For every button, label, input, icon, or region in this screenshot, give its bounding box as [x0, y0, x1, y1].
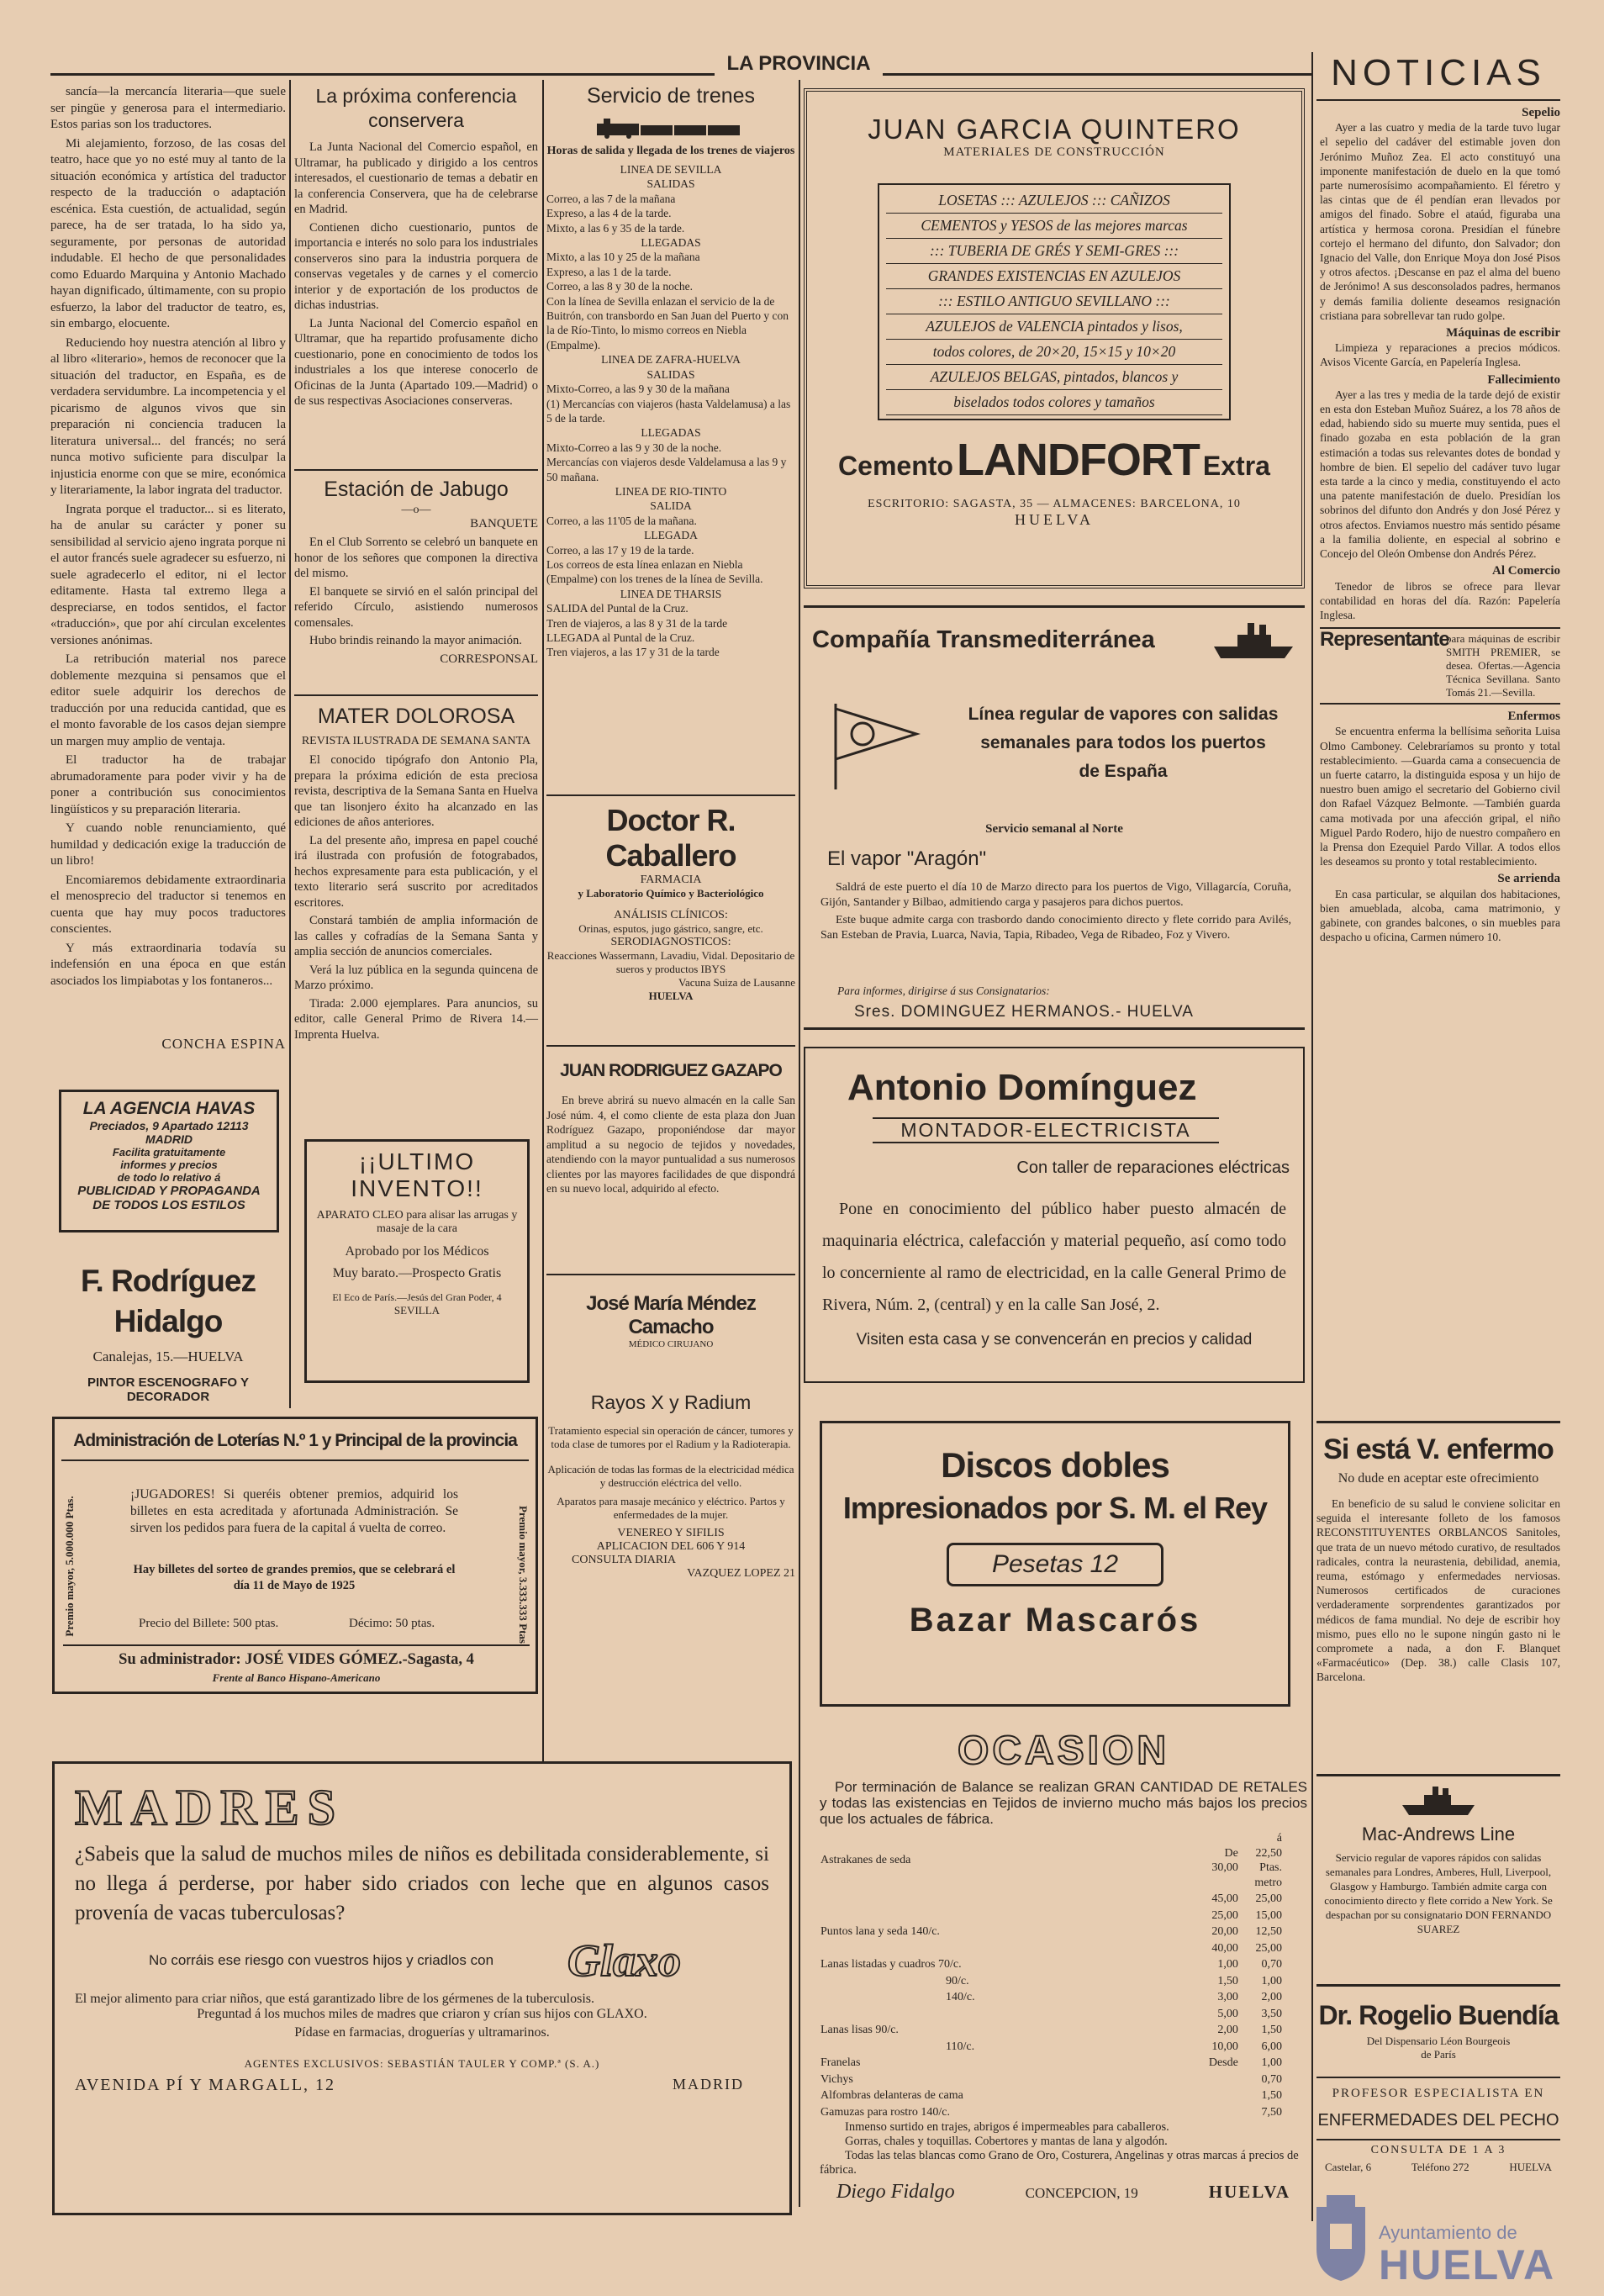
- train-line: Tren viajeros, a las 17 y 31 de la tarde: [546, 646, 720, 659]
- table-cell: 1,00: [1261, 1974, 1282, 1987]
- noticias-column: [1320, 103, 1560, 1414]
- article-gazapo: [546, 1061, 795, 1271]
- ad-mendez-camacho: [546, 1274, 795, 1736]
- havas-city: MADRID: [145, 1132, 193, 1146]
- table-cell: 10,00: [1211, 2040, 1238, 2053]
- table-cell: [820, 1891, 1206, 1908]
- article-paragraph: En el Club Sorrento se celebró un banquete en honor de los señores que componen la directiva del mismo.: [294, 536, 538, 580]
- table-cell: 2,00: [1217, 2024, 1238, 2036]
- table-row: [820, 1973, 1290, 1990]
- column-rule-2: [542, 80, 544, 1761]
- dominguez-name: Antonio Domínguez: [847, 1067, 1197, 1108]
- table-cell: Vichys: [820, 2072, 853, 2086]
- train-line: Tren de viajeros, a las 8 y 31 de la tarde: [546, 616, 728, 630]
- table-cell: 0,70: [1261, 1958, 1282, 1971]
- ad-agencia-havas: [59, 1090, 279, 1232]
- enfermo-sub: No dude en aceptar este ofrecimiento: [1338, 1471, 1539, 1486]
- mendez-text: Aparatos para masaje mecánico y eléctrico. Partos y enfermedades de la mujer.: [557, 1495, 785, 1521]
- ocasion-price-table: [820, 1830, 1290, 2120]
- quintero-item: todos colores, de 20×20, 15×15 y 10×20: [886, 340, 1222, 365]
- repr-text: para máquinas de escribir SMITH PREMIER, se desea. Ofertas.—Agencia Técnica Sevillana. Santo Tomás 21.—Sevilla.: [1446, 632, 1560, 699]
- buendia-addr: Castelar, 6: [1325, 2161, 1372, 2173]
- news-text: Se encuentra enferma la bellísima señorita Luisa Olmo Camboney. Celebraríamos su pronto y total restablecimiento. —Guarda cama a consecuencia de un fuerte catarro, la distinguida esposa y un hijo de nuestro buen amigo el secretario del Gobierno civil don Rafael Vázquez Belmonte. —También guarda cama motivada por una afección gripal, el niño Miguel Pardo Rodero, hijo de nuestro compañero en la Prensa don Ezequiel Pardo Villar. A todos ellos les deseamos su pronto y total restablecimiento.: [1320, 725, 1560, 868]
- ad-mac-andrews: [1316, 1774, 1560, 1976]
- table-cell: 20,00: [1211, 1925, 1238, 1938]
- loterias-admin: Su administrador: JOSÉ VIDES GÓMEZ.-Sagasta, 4: [63, 1644, 530, 1669]
- table-cell: 5,00: [1217, 2007, 1238, 2020]
- mac-text: Servicio regular de vapores rápidos con salidas semanales para Londres, Amberes, Hull, Liverpool, Glasgow y Hamburgo. También admite carga con conocimiento directo y flete corrido a New York. Se despachan por su consignatario DON FERNANDO SUAREZ: [1324, 1851, 1553, 1935]
- havas-text: de todo lo relativo á: [117, 1171, 221, 1184]
- train-line: Correo, a las 7 de la mañana: [546, 192, 676, 205]
- dominguez-text: Pone en conocimiento del público haber puesto almacén de maquinaria eléctrica, calefacción y material pequeño, así como todo lo concerniente al ramo de electricidad, en la calle General Primo de Rivera, Núm. 2, (central) y en la calle San José, 2.: [822, 1200, 1286, 1314]
- article-paragraph: Mi alejamiento, forzoso, de las cosas del teatro, hace que yo no esté muy al tanto de la situación económica y artística del traductor respecto de la traducción o adaptación escénica. Esta cuestión, de actualidad, según parece, ha de ser tratada, lo ha sido ya, seguramente, por personas de autoridad indudable. El hecho de que personalidades como Eduardo Marquina y Antonio Machado hayan dignificado, últimamente, con su propio esfuerzo, la labor del traductor de teatro, es, sin embargo, elocuente.: [50, 136, 286, 330]
- quintero-item: ::: TUBERIA DE GRÉS Y SEMI-GRES :::: [886, 239, 1222, 264]
- mendez-text: VENEREO Y SIFILIS: [617, 1527, 725, 1539]
- train-line: Correo, a las 17 y 19 de la tarde.: [546, 543, 694, 557]
- table-cell: 6,00: [1261, 2040, 1282, 2053]
- madres-t2: Preguntad á los muchos miles de madres que criaron y crían sus hijos con GLAXO.: [197, 2007, 647, 2021]
- article-jabugo: Estación de Jabugo —o— BANQUETE En el Club Sorrento se celebró un banquete en honor de los señores que componen la directiva del mismo. El banquete se sirvió en el salón principal del referido Círculo, asistiendo numerosos comensales. Hubo brindis reinando la mayor animación. CORRESPONSAL: [294, 475, 538, 690]
- table-row: [820, 2072, 1290, 2088]
- table-cell: 15,00: [1255, 1908, 1282, 1922]
- ad-ocasion: [820, 1728, 1307, 2215]
- quintero-item: AZULEJOS de VALENCIA pintados y lisos,: [886, 314, 1222, 340]
- loterias-side-left: Premio mayor, 5.000.000 Ptas.: [63, 1496, 76, 1637]
- table-cell: [820, 1908, 1206, 1924]
- havas-text: PUBLICIDAD Y PROPAGANDA: [77, 1184, 261, 1198]
- madres-city: MADRID: [672, 2076, 744, 2093]
- buendia-sub: Del Dispensario Léon Bourgeois: [1366, 2035, 1511, 2047]
- table-row: [820, 2104, 1290, 2121]
- table-cell: [1206, 2072, 1247, 2088]
- ocasion-city: HUELVA: [1208, 2182, 1290, 2202]
- caballero-t: Orinas, esputos, jugo gástrico, sangre, etc.: [578, 922, 763, 935]
- train-line: Expreso, a las 4 de la tarde.: [546, 207, 672, 220]
- trans-service: Servicio semanal al Norte: [985, 822, 1123, 836]
- news-text: Limpieza y reparaciones a precios módicos. Avisos Vicente García, en Papelería Inglesa.: [1320, 341, 1560, 369]
- caballero-city: HUELVA: [648, 990, 694, 1002]
- article-paragraph: La Junta Nacional del Comercio español, en Ultramar, ha publicado y dirigido a los centros interesados, el cuestionario de temas a debatir en la conferencia Conservera, que ha de celebrarse en Madrid.: [294, 140, 538, 216]
- train-line: LLEGADA al Puntal de la Cruz.: [546, 631, 695, 644]
- mendez-text: APLICACION DEL 606 Y 914: [596, 1540, 746, 1553]
- caballero-name: Doctor R. Caballero: [605, 803, 736, 873]
- train-line: Mercancías con viajeros desde Valdelamusa a las 9 y 50 mañana.: [546, 456, 787, 483]
- quintero-item: AZULEJOS BELGAS, pintados, blancos y: [886, 365, 1222, 390]
- trans-info: Para informes, dirigirse á sus Consignatarios:: [837, 984, 1050, 997]
- table-cell: 45,00: [1211, 1892, 1238, 1905]
- table-cell: 0,70: [1261, 2072, 1282, 2086]
- train-icon: [595, 117, 747, 139]
- article-paragraph: Constará también de amplia información de las calles y cofradías de la Semana Santa y amplia sección de anuncios comerciales.: [294, 914, 538, 958]
- train-line: LINEA DE RIO-TINTO: [615, 484, 727, 498]
- article-paragraph: Y más extraordinaria todavía su indefensión en una época en que están asociados los limpiabotas y los fontaneros...: [50, 941, 286, 988]
- flag-icon: [829, 700, 921, 793]
- discos-line1: Discos dobles: [941, 1445, 1169, 1485]
- buendia-p: ENFERMEDADES DEL PECHO: [1317, 2111, 1559, 2130]
- ad-glaxo: [52, 1761, 792, 2215]
- table-cell: Alfombras delanteras de cama: [820, 2089, 963, 2102]
- hidalgo-name: F. Rodríguez Hidalgo: [81, 1264, 256, 1338]
- table-row: [820, 1956, 1290, 1973]
- header-title: LA PROVINCIA: [715, 52, 883, 81]
- train-line: SALIDA del Puntal de la Cruz.: [546, 602, 689, 615]
- table-cell: Franelas: [820, 2056, 861, 2069]
- article-paragraph: Contienen dicho cuestionario, puntos de importancia e interés no solo para los industriales conserveros sino para la industria porquera de conservas vegetales y de carnes y el comercio interior y de exportación de los productos de dichas industrias.: [294, 220, 538, 312]
- ad-si-esta-enfermo: [1316, 1421, 1560, 1774]
- trans-line: semanales para todos los puertos: [980, 733, 1266, 752]
- table-row: [820, 1891, 1290, 1908]
- madres-agents: AGENTES EXCLUSIVOS: SEBASTIÁN TAULER Y COMP.ª (S. A.): [244, 2057, 600, 2070]
- divider: [294, 469, 538, 471]
- trans-text: Saldrá de este puerto el día 10 de Marzo directo para los puertos de Vigo, Villagarcía, Coruña, Gijón, Santander y Bilbao, admitiendo carga y pasajeros para dichos puertos.: [820, 881, 1291, 909]
- watermark: [1311, 2173, 1597, 2291]
- trans-line: Línea regular de vapores con salidas: [968, 705, 1279, 724]
- buendia-p: CONSULTA DE 1 A 3: [1316, 2139, 1560, 2157]
- article-signature: CONCHA ESPINA: [161, 1036, 286, 1052]
- table-cell: 2,00: [1261, 1991, 1282, 2003]
- train-line: SALIDA: [650, 499, 692, 513]
- column-rule-1: [289, 80, 291, 1408]
- table-cell: De 30,00: [1211, 1846, 1238, 1874]
- ocasion-intro: Por terminación de Balance se realizan GRAN CANTIDAD DE RETALES y todas las existencias en Tejidos de invierno mucho más bajos los precios que los actuales de fábrica.: [820, 1779, 1307, 1827]
- glaxo-logo: Glaxo: [567, 1935, 681, 1986]
- discos-shop: Bazar Mascarós: [909, 1602, 1201, 1639]
- trans-vapor: El vapor "Aragón": [827, 847, 987, 870]
- ad-loterias: [52, 1417, 538, 1694]
- invento-title: ¡¡ULTIMO: [358, 1148, 476, 1174]
- table-cell: 25,00: [1255, 1892, 1282, 1905]
- mendez-text: Tratamiento especial sin operación de cáncer, tumores y toda clase de tumores por el Radium y la Radioterapia.: [548, 1424, 794, 1450]
- table-row: [820, 1940, 1290, 1957]
- news-heading: Al Comercio: [1492, 564, 1560, 578]
- train-line: Expreso, a las 1 de la tarde.: [546, 265, 672, 278]
- watermark-line2: HUELVA: [1379, 2241, 1556, 2288]
- ad-ultimo-invento: [304, 1139, 530, 1383]
- dominguez-sub: MONTADOR-ELECTRICISTA: [873, 1117, 1219, 1143]
- quintero-item: biselados todos colores y tamaños: [886, 390, 1222, 415]
- article-paragraph: Encomiaremos debidamente extraordinaria el menosprecio del traductor si tenemos en cuenta que hay muy pocos traductores conscientes.: [50, 873, 286, 936]
- table-cell: [1206, 2088, 1247, 2104]
- news-heading: Fallecimiento: [1487, 372, 1560, 387]
- caballero-t: Vacuna Suiza de Lausanne: [678, 976, 795, 989]
- ocasion-foot: Gorras, chales y toquillas. Cobertores y mantas de lana y algodón.: [845, 2135, 1168, 2148]
- train-line: Los correos de esta línea enlazan en Niebla (Empalme) con los trenes de la línea de Sevilla.: [546, 557, 763, 586]
- table-cell: Lanas listadas y cuadros 70/c.: [820, 1958, 962, 1971]
- dominguez-taller: Con taller de reparaciones eléctricas: [1016, 1159, 1290, 1177]
- train-line: Mixto, a las 10 y 25 de la mañana: [546, 251, 700, 264]
- gazapo-text: En breve abrirá su nuevo almacén en la calle San José núm. 4, el como cliente de esta plaza don Juan Rodríguez Gazapo, proponiéndose dar mayor amplitud a su negocio de tejidos y novedades, atendiendo con la mayor puntualidad a sus numerosos clientes por las mayores facilidades de que dispondrá en su nuevo local, adquirido al efecto.: [546, 1094, 795, 1195]
- buendia-sub: de París: [1421, 2048, 1456, 2061]
- havas-address: Preciados, 9 Apartado 12113: [89, 1119, 249, 1132]
- quintero-item: CEMENTOS y YESOS de las mejores marcas: [886, 214, 1222, 239]
- table-cell: 3,00: [1217, 1991, 1238, 2003]
- trans-title: Compañía Transmediterránea: [812, 626, 1155, 653]
- quintero-item: ::: ESTILO ANTIGUO SEVILLANO :::: [886, 289, 1222, 314]
- trans-line: de España: [1079, 762, 1168, 781]
- buendia-tel: Teléfono 272: [1411, 2161, 1469, 2173]
- train-line: LLEGADAS: [641, 236, 701, 250]
- madres-address: AVENIDA PÍ Y MARGALL, 12: [75, 2076, 336, 2094]
- mendez-sub: MÉDICO CIRUJANO: [628, 1339, 714, 1349]
- conferencia-title: La próxima conferencia conservera: [315, 85, 517, 131]
- quintero-item: GRANDES EXISTENCIAS EN AZULEJOS: [886, 264, 1222, 289]
- jabugo-signature: CORRESPONSAL: [440, 652, 538, 666]
- noticias-title: NOTICIAS: [1316, 52, 1560, 101]
- invento-title: INVENTO!!: [351, 1175, 483, 1201]
- discos-price: Pesetas 12: [947, 1543, 1163, 1586]
- train-line: LLEGADAS: [641, 426, 701, 440]
- table-cell: 1,00: [1217, 1958, 1238, 1971]
- news-text: Ayer a las tres y media de la tarde dejó de existir en esta don Esteban Muñoz Suárez, a los 78 años de edad, habiendo sido su muerte muy sentida, pues el finado gozaba en esta población de la gran estimación a todas sus relevantes dotes de bondad y hombre de bien. El sepelio del cadáver tuvo lugar esta tarde a la cinco y media, constituyendo el acto una patente manifestación de duelo. Presidían los sobrinos del difunto don Andrés y don José Pérez y otros afectos. Enviamos nuestro más sentido pésame a la familia doliente, en especial al sobrino e Concejo del Oleón Ombense don Andrés Pérez.: [1320, 388, 1560, 561]
- loterias-decimo: Décimo: 50 ptas.: [349, 1617, 435, 1630]
- quintero-sub: MATERIALES DE CONSTRUCCIÓN: [943, 145, 1165, 159]
- invento-line: El Eco de París.—Jesús del Gran Poder, 4: [332, 1291, 502, 1303]
- mendez-text: VAZQUEZ LOPEZ 21: [687, 1567, 795, 1580]
- mendez-text: Aplicación de todas las formas de la electricidad médica y destrucción eléctrica del vello.: [547, 1463, 794, 1489]
- caballero-h: ANÁLISIS CLÍNICOS:: [614, 909, 728, 921]
- madres-text: ¿Sabeis que la salud de muchos miles de niños es debilitada considerablemente, si no llega á perderse, por haber sido criados con leche que en algunos casos provenía de vacas tuberculosas?: [75, 1843, 769, 1924]
- cement-extra: Extra: [1202, 451, 1270, 481]
- ad-discos: [820, 1421, 1290, 1707]
- trenes-schedule: [546, 162, 795, 660]
- table-cell: 1,50: [1261, 2089, 1282, 2102]
- article-paragraph: La Junta Nacional del Comercio español en Ultramar, que ha repartido profusamente dicho cuestionario, pone en conocimiento de todos los industriales a los que interese conocerlo de Oficinas de la Junta (Apartado 109.—Madrid) o de sus respectivas Asociaciones conserveras.: [294, 316, 538, 408]
- mendez-text: CONSULTA DIARIA: [572, 1554, 676, 1566]
- table-cell: Desde: [1208, 2056, 1238, 2069]
- loterias-body: ¡JUGADORES! Si queréis obtener premios, adquirid los billetes en esta acreditada y afortunada Administración. Se sirven los pedidos para fuera de la capital á vuelta de correo.: [130, 1487, 458, 1535]
- caballero-sub: y Laboratorio Químico y Bacteriológico: [578, 887, 764, 900]
- ocasion-foot: Todas las telas blancas como Grano de Oro, Costurera, Angelinas y otras marcas á precios de fábrica.: [820, 2149, 1299, 2177]
- table-row: [820, 2022, 1290, 2039]
- news-text: En casa particular, se alquilan dos habitaciones, bien amueblada, alcoba, cama matrimonio, y gabinete, con grandes balcones, o sin muebles para despacho u oficina, Carmen número 10.: [1320, 887, 1560, 944]
- watermark-line1: Ayuntamiento de: [1379, 2222, 1517, 2243]
- news-heading: Sepelio: [1522, 106, 1560, 119]
- article-paragraph: El traductor ha de trabajar abrumadoramente para poder vivir y ha de poner a contribución sus conocimientos lingüísticos y su preparación literaria.: [50, 753, 286, 816]
- table-cell: Astrakanes de seda: [820, 1854, 911, 1867]
- table-cell: 90/c.: [946, 1974, 969, 1987]
- quintero-item: LOSETAS ::: AZULEJOS ::: CAÑIZOS: [886, 188, 1222, 214]
- gazapo-title: JUAN RODRIGUEZ GAZAPO: [560, 1061, 782, 1080]
- invento-line: SEVILLA: [393, 1304, 441, 1317]
- loterias-precio: Precio del Billete: 500 ptas.: [139, 1617, 279, 1630]
- madres-line: No corráis ese riesgo con vuestros hijos y criadlos con: [148, 1952, 494, 1968]
- invento-line: Aprobado por los Médicos: [345, 1244, 489, 1259]
- train-line: (1) Mercancías con viajeros (hasta Valdelamusa) a las 5 de la tarde.: [546, 397, 791, 425]
- article-paragraph: Ingrata porque el traductor... si es literato, ha de anular su carácter y poner su sensibilidad al servicio ajeno ingrata porque ni el autor francés suele agradecer su esfuerzo, ni suele agradecerlo el editor, ni el lector editamente. Hasta tal extremo llega a despreciarse, en todos sentidos, el factor «traducción», que por ahí circulan excelentes versiones anónimas.: [50, 502, 286, 647]
- ocasion-sig: Diego Fidalgo: [836, 2181, 955, 2203]
- ad-transmediterranea: [804, 605, 1305, 1030]
- table-cell: 1,50: [1261, 2024, 1282, 2036]
- article-paragraph: Y cuando noble renunciamiento, qué humildad y dedicación exige la traducción de un libro!: [50, 821, 286, 868]
- hidalgo-trade: PINTOR ESCENOGRAFO Y DECORADOR: [87, 1375, 249, 1404]
- table-cell: Lanas lisas 90/c.: [820, 2024, 899, 2036]
- article-paragraph: Verá la luz pública en la segunda quincena de Marzo próximo.: [294, 963, 538, 992]
- jabugo-title: Estación de Jabugo: [324, 478, 509, 501]
- news-heading: Máquinas de escribir: [1446, 326, 1560, 340]
- enfermo-title: Si está V. enfermo: [1323, 1433, 1554, 1465]
- article-traductores: [50, 84, 286, 1017]
- ad-doctor-caballero: [546, 794, 795, 1047]
- quintero-office: ESCRITORIO: SAGASTA, 35 — ALMACENES: BARCELONA, 10: [868, 498, 1241, 510]
- hidalgo-address: Canalejas, 15.—HUELVA: [92, 1349, 244, 1364]
- madres-t1: El mejor alimento para criar niños, que está garantizado libre de los gérmenes de la tuberculosis.: [75, 1992, 594, 2006]
- article-paragraph: El conocido tipógrafo don Antonio Pla, prepara la próxima edición de esta preciosa revista, descriptiva de la Semana Santa en Huelva que tan lisonjero éxito ha alcanzado en las ediciones de años anteriores.: [294, 753, 538, 829]
- table-cell: [1206, 2104, 1247, 2121]
- enfermo-text: En beneficio de su salud le conviene solicitar en seguida el interesante folleto de los famosos RECONSTITUYENTES ORBLANCOS Sanitoles, que trata de un nuevo método curativo, de resultados radicales, contra la neurastenia, debilidad, anemia, reuma, estómago y enfermedades nerviosas. Numerosos certificados de curaciones verdaderamente sorprendentes garantizados por médicos de fama mundial. No deje de escribir hoy mismo, pues ello no le supone ningún gasto ni le compromete a nada, a don F. Blanquet «Farmacéutico» (Dep. 38.) calle Clasis 107, Barcelona.: [1316, 1497, 1560, 1684]
- train-line: SALIDAS: [646, 367, 695, 381]
- train-line: Correo, a las 8 y 30 de la noche.: [546, 280, 693, 293]
- article-conferencia: [294, 84, 538, 504]
- ocasion-addr: CONCEPCION, 19: [1025, 2185, 1138, 2201]
- news-text: Tenedor de libros se ofrece para llevar contabilidad en horas del día. Razón: Papelería Inglesa.: [1320, 579, 1560, 621]
- article-mater-dolorosa: [294, 702, 538, 1139]
- article-paragraph: Hubo brindis reinando la mayor animación.: [309, 634, 522, 647]
- train-line: Correo, a las 11'05 de la mañana.: [546, 514, 697, 527]
- madres-title: MADRES: [75, 1780, 345, 1835]
- article-paragraph: El banquete se sirvió en el salón principal del referido Círculo, asistiendo numerosos comensales.: [294, 584, 538, 630]
- watermark-crest-icon: [1311, 2190, 1370, 2283]
- ad-antonio-dominguez: [804, 1047, 1305, 1383]
- buendia-name: Dr. Rogelio Buendía: [1318, 2000, 1559, 2030]
- caballero-t: Reacciones Wassermann, Lavadiu, Vidal. Depositario de sueros y productos IBYS: [546, 949, 795, 975]
- table-cell: Puntos lana y seda 140/c.: [820, 1925, 940, 1938]
- table-cell: á 22,50 Ptas. metro: [1254, 1832, 1282, 1889]
- havas-text: informes y precios: [120, 1159, 218, 1171]
- article-paragraph: La del presente año, impresa en papel couché irá ilustrada con profusión de fotograbados, hechos expresamente para esta publicación, y el texto literario será suscrito por acreditados escritores.: [294, 833, 538, 910]
- train-line: SALIDAS: [646, 177, 695, 191]
- ad-hidalgo: [50, 1261, 286, 1404]
- trans-text: Este buque admite carga con trasbordo dando conocimiento directo y flete corrido para Avilés, San Esteban de Pravia, Luarca, Navia, Tapia, Ribadeo, Vega de Ribadeo, Foz y Vivero.: [820, 914, 1291, 942]
- buendia-city: HUELVA: [1509, 2161, 1552, 2173]
- table-cell: 110/c.: [946, 2040, 975, 2053]
- table-cell: 12,50: [1255, 1925, 1282, 1938]
- article-paragraph: sancía—la mercancía literaria—que suele ser pingüe y generosa para el intermediario. Estos parias son los traductores.: [50, 85, 286, 131]
- buendia-p: PROFESOR ESPECIALISTA EN: [1316, 2077, 1560, 2101]
- caballero-sub: FARMACIA: [640, 874, 702, 886]
- ship-icon: [1212, 620, 1296, 662]
- dolorosa-subtitle: REVISTA ILUSTRADA DE SEMANA SANTA: [301, 735, 531, 747]
- table-cell: 7,50: [1261, 2105, 1282, 2119]
- quintero-city: HUELVA: [1014, 511, 1094, 528]
- ocasion-foot: Inmenso surtido en trajes, abrigos é impermeables para caballeros.: [845, 2120, 1169, 2134]
- table-cell: 1,50: [1217, 1974, 1238, 1987]
- trans-consign: Sres. DOMINGUEZ HERMANOS.- HUELVA: [854, 1003, 1194, 1021]
- train-line: LINEA DE THARSIS: [620, 587, 722, 600]
- article-paragraph: Reduciendo hoy nuestra atención al libro y al libro «literario», hemos de reconocer que la situación del traductor, en España, es de verdadera servidumbre. La incompetencia y el picarismo de algunos vivos que sin preparación ni conciencia traducen la literatura universal... del francés; no será nunca motivo suficiente para disculpar la injusticia enorme con que se mire, económica y literariamente, la labor ingrata del traductor.: [50, 335, 286, 497]
- train-line: Mixto-Correo, a las 9 y 30 de la mañana: [546, 383, 730, 396]
- table-cell: [820, 1940, 1206, 1957]
- article-paragraph: La retribución material nos parece doblemente mezquina si pensamos que el editor suele adquirir los derechos de traducción por una reducida cantidad, que es el monto favorable de los casos dejan siempre un margen muy amplio de ventaja.: [50, 652, 286, 748]
- table-row: [820, 2055, 1290, 2072]
- cement-brand: LANDFORT: [956, 435, 1200, 485]
- table-row: [820, 2006, 1290, 2023]
- loterias-frente: Frente al Banco Hispano-Americano: [212, 1671, 381, 1684]
- trenes-subtitle: Horas de salida y llegada de los trenes de viajeros: [546, 145, 795, 157]
- trenes-title: Servicio de trenes: [586, 84, 756, 108]
- divider: [294, 694, 538, 696]
- table-cell: 25,00: [1255, 1941, 1282, 1955]
- article-paragraph: Tirada: 2.000 ejemplares. Para anuncios, su editor, calle General Primo de Rivera 14.—Imprenta Huelva.: [294, 996, 538, 1042]
- table-cell: 140/c.: [946, 1991, 975, 2003]
- invento-line: Muy barato.—Prospecto Gratis: [332, 1266, 502, 1280]
- invento-line: APARATO CLEO para alisar las arrugas y masaje de la cara: [316, 1209, 518, 1235]
- table-row: [820, 1989, 1290, 2006]
- cement-label: Cemento: [838, 451, 953, 481]
- header-rule: [50, 73, 1311, 76]
- quintero-items: [878, 183, 1231, 420]
- table-cell: [820, 2006, 1206, 2023]
- mendez-rayos: Rayos X y Radium: [590, 1391, 752, 1413]
- train-line: LINEA DE ZAFRA-HUELVA: [601, 353, 741, 367]
- train-line: LLEGADA: [644, 529, 698, 542]
- mac-title: Mac-Andrews Line: [1361, 1824, 1516, 1845]
- table-row: [820, 1830, 1290, 1891]
- table-cell: 40,00: [1211, 1941, 1238, 1955]
- havas-name: LA AGENCIA HAVAS: [82, 1099, 256, 1118]
- ship-icon: [1401, 1785, 1476, 1818]
- train-line: Mixto, a las 6 y 35 de la tarde.: [546, 221, 685, 235]
- mendez-name: José María Méndez Camacho: [586, 1292, 756, 1338]
- news-heading: Se arrienda: [1497, 872, 1560, 886]
- news-heading: Enfermos: [1507, 710, 1560, 724]
- havas-text: Facilita gratuitamente: [112, 1146, 226, 1159]
- column-rule-4: [1311, 52, 1313, 2221]
- quintero-name: JUAN GARCIA QUINTERO: [868, 113, 1241, 145]
- loterias-title: Administración de Loterías N.º 1 y Principal de la provincia: [61, 1419, 529, 1461]
- column-rule-3: [799, 80, 800, 2207]
- table-cell: 1,00: [1261, 2056, 1282, 2069]
- table-row: [820, 2088, 1290, 2104]
- table-cell: Gamuzas para rostro 140/c.: [820, 2105, 950, 2119]
- dominguez-visit: Visiten esta casa y se convencerán en precios y calidad: [856, 1331, 1253, 1349]
- table-row: [820, 1908, 1290, 1924]
- loterias-side-right: Premio mayor, 3.333.333 Ptas: [517, 1506, 530, 1644]
- table-cell: 3,50: [1261, 2007, 1282, 2020]
- train-line: LINEA DE SEVILLA: [620, 163, 722, 176]
- train-line: Con la línea de Sevilla enlazan el servicio de la de Buitrón, con transbordo en San Juan del Puerto y con la de Río-Tinto, lo mismo correos en Niebla (Empalme).: [546, 294, 789, 351]
- dolorosa-title: MATER DOLOROSA: [317, 705, 515, 728]
- table-row: [820, 1924, 1290, 1940]
- news-text: Ayer a las cuatro y media de la tarde tuvo lugar el sepelio del cadáver del estimable joven don Jerónimo Muñoz Zea. El acto constituyó una imponente manifestación de duelo en la que tomó parte numerosísimo acompañamiento. El féretro y las cintas que de él pendían eran llevados por amigos del finado. Sobre el ataúd, figuraba una artística y hermosa corona. Presidían el fúnebre cortejo el hermano del difunto, don Salvador; don Ignacio del Valle, don Enrique Moya don José Pisos y otros afectos. ¡Descanse en paz el alma del bueno de Jerónimo! A sus desconsolados padres, hermanos y demás familia doliente deseamos resignación cristiana para sobrellevar tan rudo golpe.: [1320, 121, 1560, 322]
- table-cell: 25,00: [1211, 1908, 1238, 1922]
- discos-line2: Impresionados por S. M. el Rey: [842, 1491, 1268, 1525]
- havas-text: DE TODOS LOS ESTILOS: [92, 1198, 245, 1212]
- ocasion-title: OCASION: [957, 1729, 1169, 1773]
- loterias-sorteo: Hay billetes del sorteo de grandes premios, que se celebrará el día 11 de Mayo de 1925: [133, 1563, 456, 1592]
- table-row: [820, 2039, 1290, 2056]
- ad-quintero: [804, 88, 1305, 589]
- repr-title: Representante: [1320, 628, 1449, 652]
- article-trenes: [546, 84, 795, 790]
- train-line: Mixto-Correo a las 9 y 30 de la noche.: [546, 441, 722, 454]
- jabugo-subtitle: BANQUETE: [470, 517, 538, 530]
- madres-t3: Pídase en farmacias, droguerías y ultramarinos.: [294, 2025, 550, 2040]
- caballero-h: SERODIAGNOSTICOS:: [610, 936, 731, 948]
